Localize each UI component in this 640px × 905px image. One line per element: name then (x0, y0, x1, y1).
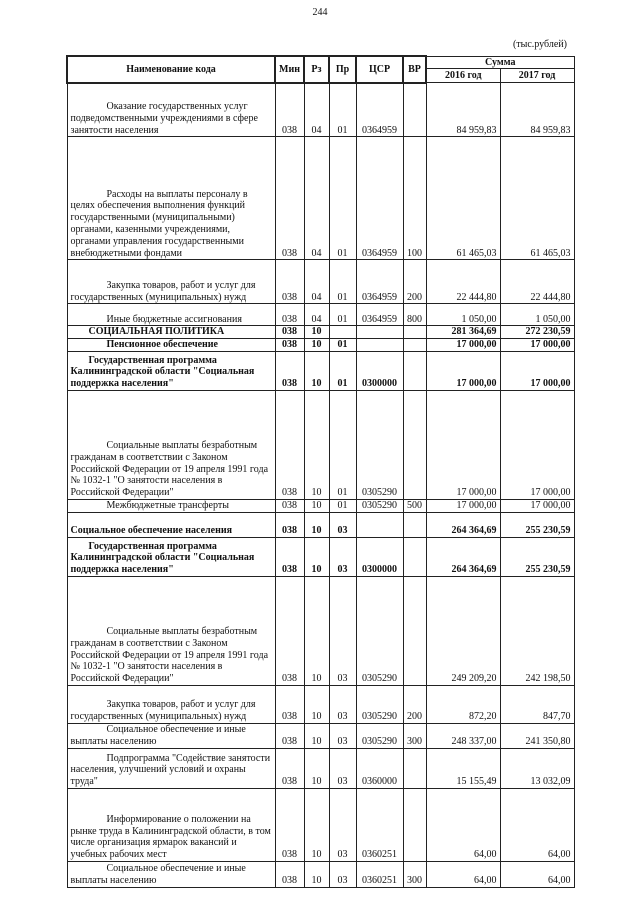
row-name: Социальное обеспечение населения (67, 512, 275, 537)
header-name: Наименование кода (67, 56, 275, 83)
row-min: 038 (275, 788, 304, 861)
row-sum-2017: 17 000,00 (500, 351, 574, 390)
table-row (67, 723, 574, 748)
row-vr: 300 (403, 861, 426, 887)
row-pr: 01 (329, 304, 356, 326)
row-csr: 0360251 (356, 788, 403, 861)
row-sum-2017: 22 444,80 (500, 260, 574, 304)
row-sum-2016: 84 959,83 (426, 83, 500, 137)
row-name: Расходы на выплаты персоналу в целях обеспечения выполнения функций государственными (муниципальными) органами, казенными учреждениями, органами управления государственными внебюджетными фондами (67, 137, 275, 260)
row-sum-2016: 281 364,69 (426, 326, 500, 339)
row-csr (356, 326, 403, 339)
row-vr (403, 537, 426, 576)
row-name: СОЦИАЛЬНАЯ ПОЛИТИКА (67, 326, 275, 339)
row-sum-2016: 17 000,00 (426, 499, 500, 512)
row-sum-2016: 17 000,00 (426, 351, 500, 390)
row-name: Государственная программа Калининградской области "Социальная поддержка населения" (67, 351, 275, 390)
row-pr: 03 (329, 861, 356, 887)
row-pr: 03 (329, 685, 356, 723)
row-sum-2017: 1 050,00 (500, 304, 574, 326)
row-sum-2017: 272 230,59 (500, 326, 574, 339)
table-row (67, 390, 574, 499)
row-sum-2017: 84 959,83 (500, 83, 574, 137)
table-row (67, 512, 574, 537)
row-rz: 04 (304, 304, 329, 326)
row-name: Пенсионное обеспечение (67, 339, 275, 352)
table-row (67, 576, 574, 685)
row-pr: 01 (329, 260, 356, 304)
row-csr (356, 339, 403, 352)
row-name: Социальные выплаты безработным гражданам в соответствии с Законом Российской Федерации от 19 апреля 1991 года № 1032-1 "О занятости населения в Российской Федерации" (67, 390, 275, 499)
table-row (67, 339, 574, 352)
row-min: 038 (275, 499, 304, 512)
table-row (67, 351, 574, 390)
row-sum-2016: 872,20 (426, 685, 500, 723)
row-rz: 10 (304, 685, 329, 723)
row-sum-2016: 17 000,00 (426, 339, 500, 352)
row-vr (403, 326, 426, 339)
row-min: 038 (275, 512, 304, 537)
row-rz: 10 (304, 326, 329, 339)
row-min: 038 (275, 576, 304, 685)
row-csr: 0360251 (356, 861, 403, 887)
row-min: 038 (275, 260, 304, 304)
row-csr: 0305290 (356, 723, 403, 748)
row-sum-2016: 61 465,03 (426, 137, 500, 260)
row-rz: 10 (304, 512, 329, 537)
row-sum-2017: 17 000,00 (500, 499, 574, 512)
row-pr: 03 (329, 748, 356, 788)
row-sum-2017: 255 230,59 (500, 512, 574, 537)
table-row (67, 861, 574, 887)
row-min: 038 (275, 685, 304, 723)
budget-table (66, 55, 575, 888)
header-csr: ЦСР (356, 56, 403, 83)
row-csr: 0305290 (356, 390, 403, 499)
row-name: Закупка товаров, работ и услуг для государственных (муниципальных) нужд (67, 260, 275, 304)
row-min: 038 (275, 351, 304, 390)
row-vr: 300 (403, 723, 426, 748)
table-row (67, 748, 574, 788)
row-csr: 0360000 (356, 748, 403, 788)
row-pr: 01 (329, 339, 356, 352)
row-vr: 200 (403, 260, 426, 304)
row-min: 038 (275, 326, 304, 339)
row-pr: 03 (329, 512, 356, 537)
row-rz: 04 (304, 260, 329, 304)
table-row (67, 537, 574, 576)
row-rz: 10 (304, 723, 329, 748)
table-row (67, 788, 574, 861)
row-name: Государственная программа Калининградской области "Социальная поддержка населения" (67, 537, 275, 576)
row-rz: 10 (304, 861, 329, 887)
row-name: Социальное обеспечение и иные выплаты населению (67, 723, 275, 748)
row-vr (403, 83, 426, 137)
row-name: Межбюджетные трансферты (67, 499, 275, 512)
row-rz: 10 (304, 537, 329, 576)
row-min: 038 (275, 339, 304, 352)
row-vr (403, 351, 426, 390)
row-rz: 10 (304, 499, 329, 512)
table-row (67, 83, 574, 137)
row-csr: 0300000 (356, 537, 403, 576)
row-sum-2017: 64,00 (500, 861, 574, 887)
row-rz: 10 (304, 748, 329, 788)
row-sum-2016: 249 209,20 (426, 576, 500, 685)
row-name: Социальные выплаты безработным гражданам в соответствии с Законом Российской Федерации от 19 апреля 1991 года № 1032-1 "О занятости населения в Российской Федерации" (67, 576, 275, 685)
row-name: Закупка товаров, работ и услуг для государственных (муниципальных) нужд (67, 685, 275, 723)
row-sum-2017: 847,70 (500, 685, 574, 723)
row-csr: 0364959 (356, 304, 403, 326)
row-min: 038 (275, 861, 304, 887)
row-vr (403, 576, 426, 685)
row-sum-2017: 13 032,09 (500, 748, 574, 788)
row-pr: 03 (329, 537, 356, 576)
row-pr: 01 (329, 137, 356, 260)
row-sum-2017: 255 230,59 (500, 537, 574, 576)
table-body (67, 83, 574, 888)
row-sum-2017: 17 000,00 (500, 390, 574, 499)
row-sum-2017: 242 198,50 (500, 576, 574, 685)
row-sum-2016: 64,00 (426, 788, 500, 861)
table-row (67, 499, 574, 512)
row-name: Оказание государственных услуг подведомственными учреждениями в сфере занятости населения (67, 83, 275, 137)
row-csr: 0300000 (356, 351, 403, 390)
row-vr (403, 748, 426, 788)
row-vr (403, 339, 426, 352)
row-rz: 10 (304, 390, 329, 499)
row-vr (403, 512, 426, 537)
row-sum-2016: 264 364,69 (426, 537, 500, 576)
table-row (67, 685, 574, 723)
table-row (67, 260, 574, 304)
header-pr: Пр (329, 56, 356, 83)
header-vr: ВР (403, 56, 426, 83)
row-min: 038 (275, 137, 304, 260)
table-row (67, 326, 574, 339)
row-name: Информирование о положении на рынке труда в Калининградской области, в том числе организация ярмарок вакансий и учебных рабочих мест (67, 788, 275, 861)
row-vr (403, 390, 426, 499)
row-sum-2016: 64,00 (426, 861, 500, 887)
row-rz: 10 (304, 576, 329, 685)
header-2017: 2017 год (500, 69, 574, 83)
table-row (67, 137, 574, 260)
row-sum-2017: 17 000,00 (500, 339, 574, 352)
row-pr (329, 326, 356, 339)
row-min: 038 (275, 748, 304, 788)
row-vr: 100 (403, 137, 426, 260)
row-csr: 0305290 (356, 499, 403, 512)
row-name: Социальное обеспечение и иные выплаты населению (67, 861, 275, 887)
row-csr: 0364959 (356, 137, 403, 260)
row-vr: 800 (403, 304, 426, 326)
header-sum: Сумма (426, 56, 574, 69)
row-rz: 04 (304, 137, 329, 260)
row-min: 038 (275, 723, 304, 748)
row-sum-2017: 241 350,80 (500, 723, 574, 748)
row-pr: 03 (329, 723, 356, 748)
row-csr: 0364959 (356, 83, 403, 137)
row-sum-2017: 61 465,03 (500, 137, 574, 260)
row-csr: 0305290 (356, 685, 403, 723)
row-sum-2016: 1 050,00 (426, 304, 500, 326)
header-2016: 2016 год (426, 69, 500, 83)
row-name: Подпрограмма "Содействие занятости населения, улучшений условий и охраны труда" (67, 748, 275, 788)
header-rz: Рз (304, 56, 329, 83)
row-min: 038 (275, 83, 304, 137)
row-rz: 04 (304, 83, 329, 137)
row-pr: 03 (329, 576, 356, 685)
row-min: 038 (275, 304, 304, 326)
row-rz: 10 (304, 339, 329, 352)
row-sum-2016: 17 000,00 (426, 390, 500, 499)
row-csr: 0364959 (356, 260, 403, 304)
row-sum-2016: 264 364,69 (426, 512, 500, 537)
table-row (67, 304, 574, 326)
units-label: (тыс.рублей) (512, 39, 567, 50)
row-sum-2016: 15 155,49 (426, 748, 500, 788)
page-number: 244 (312, 7, 328, 18)
row-vr (403, 788, 426, 861)
row-csr (356, 512, 403, 537)
row-min: 038 (275, 537, 304, 576)
row-pr: 01 (329, 390, 356, 499)
row-vr: 500 (403, 499, 426, 512)
row-vr: 200 (403, 685, 426, 723)
header-min: Мин (275, 56, 304, 83)
row-rz: 10 (304, 788, 329, 861)
row-sum-2016: 22 444,80 (426, 260, 500, 304)
row-csr: 0305290 (356, 576, 403, 685)
row-sum-2017: 64,00 (500, 788, 574, 861)
row-pr: 03 (329, 788, 356, 861)
row-pr: 01 (329, 351, 356, 390)
row-pr: 01 (329, 83, 356, 137)
row-pr: 01 (329, 499, 356, 512)
row-name: Иные бюджетные ассигнования (67, 304, 275, 326)
row-sum-2016: 248 337,00 (426, 723, 500, 748)
row-min: 038 (275, 390, 304, 499)
row-rz: 10 (304, 351, 329, 390)
